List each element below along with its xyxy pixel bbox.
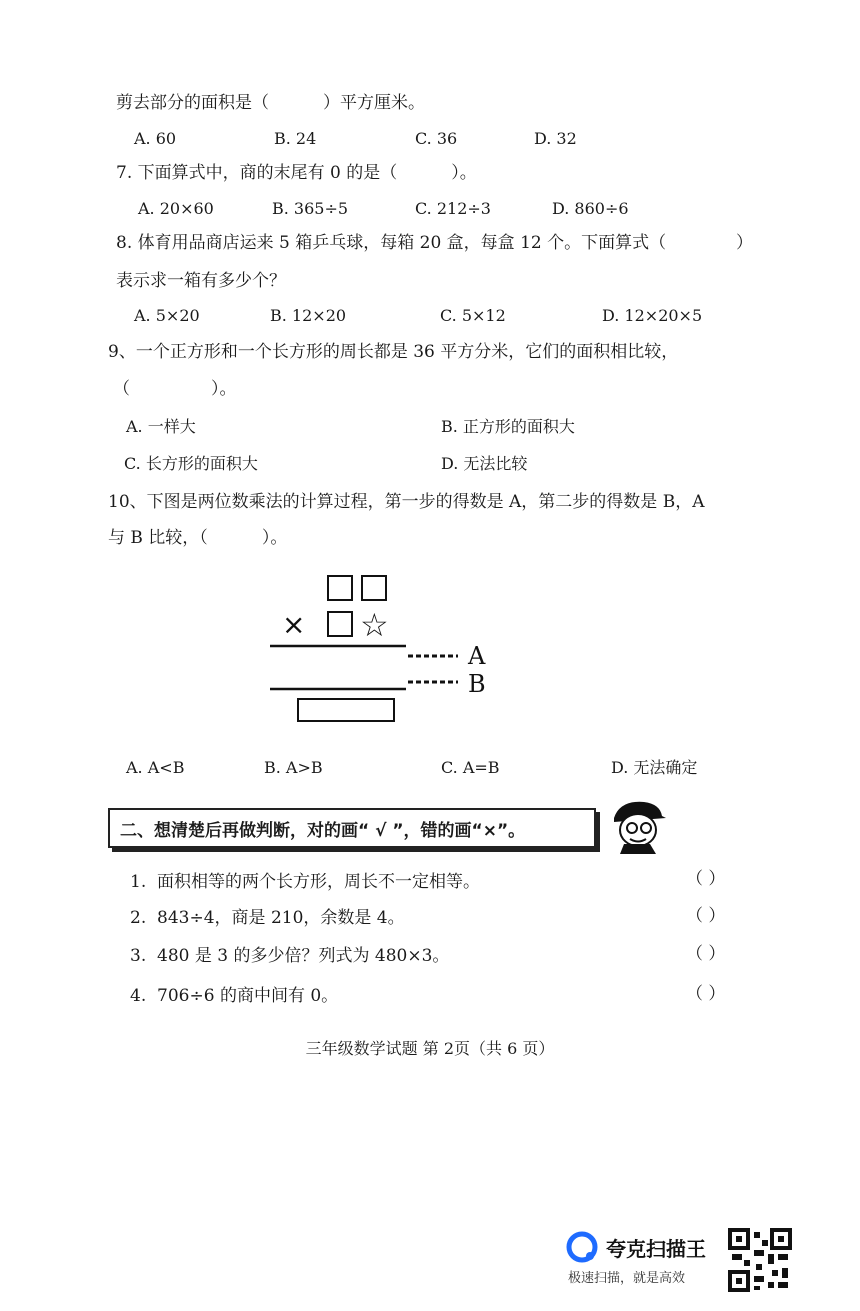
section-2-header (108, 808, 596, 848)
q10-option-d: D. 无法确定 (611, 758, 698, 777)
scanner-logo-icon (566, 1231, 598, 1263)
star-icon: ☆ (360, 606, 389, 644)
judgment-1-text: 1. 面积相等的两个长方形，周长不一定相等。 (130, 872, 481, 892)
q6-option-b: B. 24 (274, 129, 317, 148)
judgment-4-answer[interactable]: （ ） (686, 984, 726, 1004)
label-b: B (468, 670, 486, 698)
q7-option-a: A. 20×60 (138, 199, 214, 218)
cartoon-student-icon (600, 796, 670, 856)
q10-option-a: A. A<B (126, 758, 185, 777)
judgment-3-answer[interactable]: （ ） (686, 944, 726, 964)
answer-box (298, 699, 394, 721)
section-2-title: 二、想清楚后再做判断，对的画“ √ ”，错的画“×”。 (120, 821, 526, 841)
q10-option-c: C. A=B (441, 758, 500, 777)
label-a: A (468, 642, 486, 670)
q7-option-c: C. 212÷3 (415, 199, 491, 218)
page-footer: 三年级数学试题 第 2页（共 6 页） (305, 1039, 555, 1058)
q7-option-b: B. 365÷5 (272, 199, 349, 218)
digit-box (362, 576, 386, 600)
q9-option-d: D. 无法比较 (441, 454, 528, 473)
judgment-2-text: 2. 843÷4，商是 210，余数是 4。 (130, 908, 405, 928)
digit-box (328, 612, 352, 636)
scanner-brand-name: 夸克扫描王 (606, 1237, 706, 1261)
q7-option-d: D. 860÷6 (552, 199, 629, 218)
q6-stem: 剪去部分的面积是（ ）平方厘米。 (116, 93, 426, 113)
q9-stem-line1: 9、一个正方形和一个长方形的周长都是 36 平方分米，它们的面积相比较， (108, 342, 679, 362)
q10-option-b: B. A>B (264, 758, 323, 777)
judgment-2-answer[interactable]: （ ） (686, 906, 726, 926)
q8-stem-line1: 8. 体育用品商店运来 5 箱乒乓球，每箱 20 盒，每盒 12 个。下面算式（ (116, 233, 667, 253)
judgment-4-text: 4. 706÷6 的商中间有 0。 (130, 986, 339, 1006)
q8-stem-line2: 表示求一箱有多少个？ (116, 271, 286, 291)
qr-code-icon (728, 1228, 792, 1292)
q6-option-a: A. 60 (134, 129, 177, 148)
judgment-1-answer[interactable]: （ ） (686, 869, 726, 889)
q8-option-b: B. 12×20 (270, 306, 347, 325)
q9-option-b: B. 正方形的面积大 (441, 417, 575, 436)
judgment-3-text: 3. 480 是 3 的多少倍？列式为 480×3。 (130, 946, 450, 966)
q10-stem-line2: 与 B 比较，（ ）。 (108, 528, 288, 548)
q9-option-c: C. 长方形的面积大 (124, 454, 258, 473)
digit-box (328, 576, 352, 600)
q10-stem-line1: 10、下图是两位数乘法的计算过程，第一步的得数是 A，第二步的得数是 B，A (108, 492, 705, 512)
q6-option-d: D. 32 (534, 129, 577, 148)
scanner-slogan: 极速扫描，就是高效 (568, 1271, 686, 1286)
q9-option-a: A. 一样大 (126, 417, 196, 436)
multiplication-diagram (260, 568, 500, 728)
q8-option-d: D. 12×20×5 (602, 306, 703, 325)
scanner-watermark (566, 1227, 726, 1291)
q8-option-c: C. 5×12 (440, 306, 506, 325)
q6-option-c: C. 36 (415, 129, 458, 148)
q8-option-a: A. 5×20 (134, 306, 200, 325)
q8-paren-close: ） (736, 233, 753, 253)
times-sign: × (282, 608, 306, 641)
q7-stem: 7. 下面算式中，商的末尾有 0 的是（ ）。 (116, 163, 477, 183)
q9-stem-line2: （ ）。 (113, 379, 237, 399)
